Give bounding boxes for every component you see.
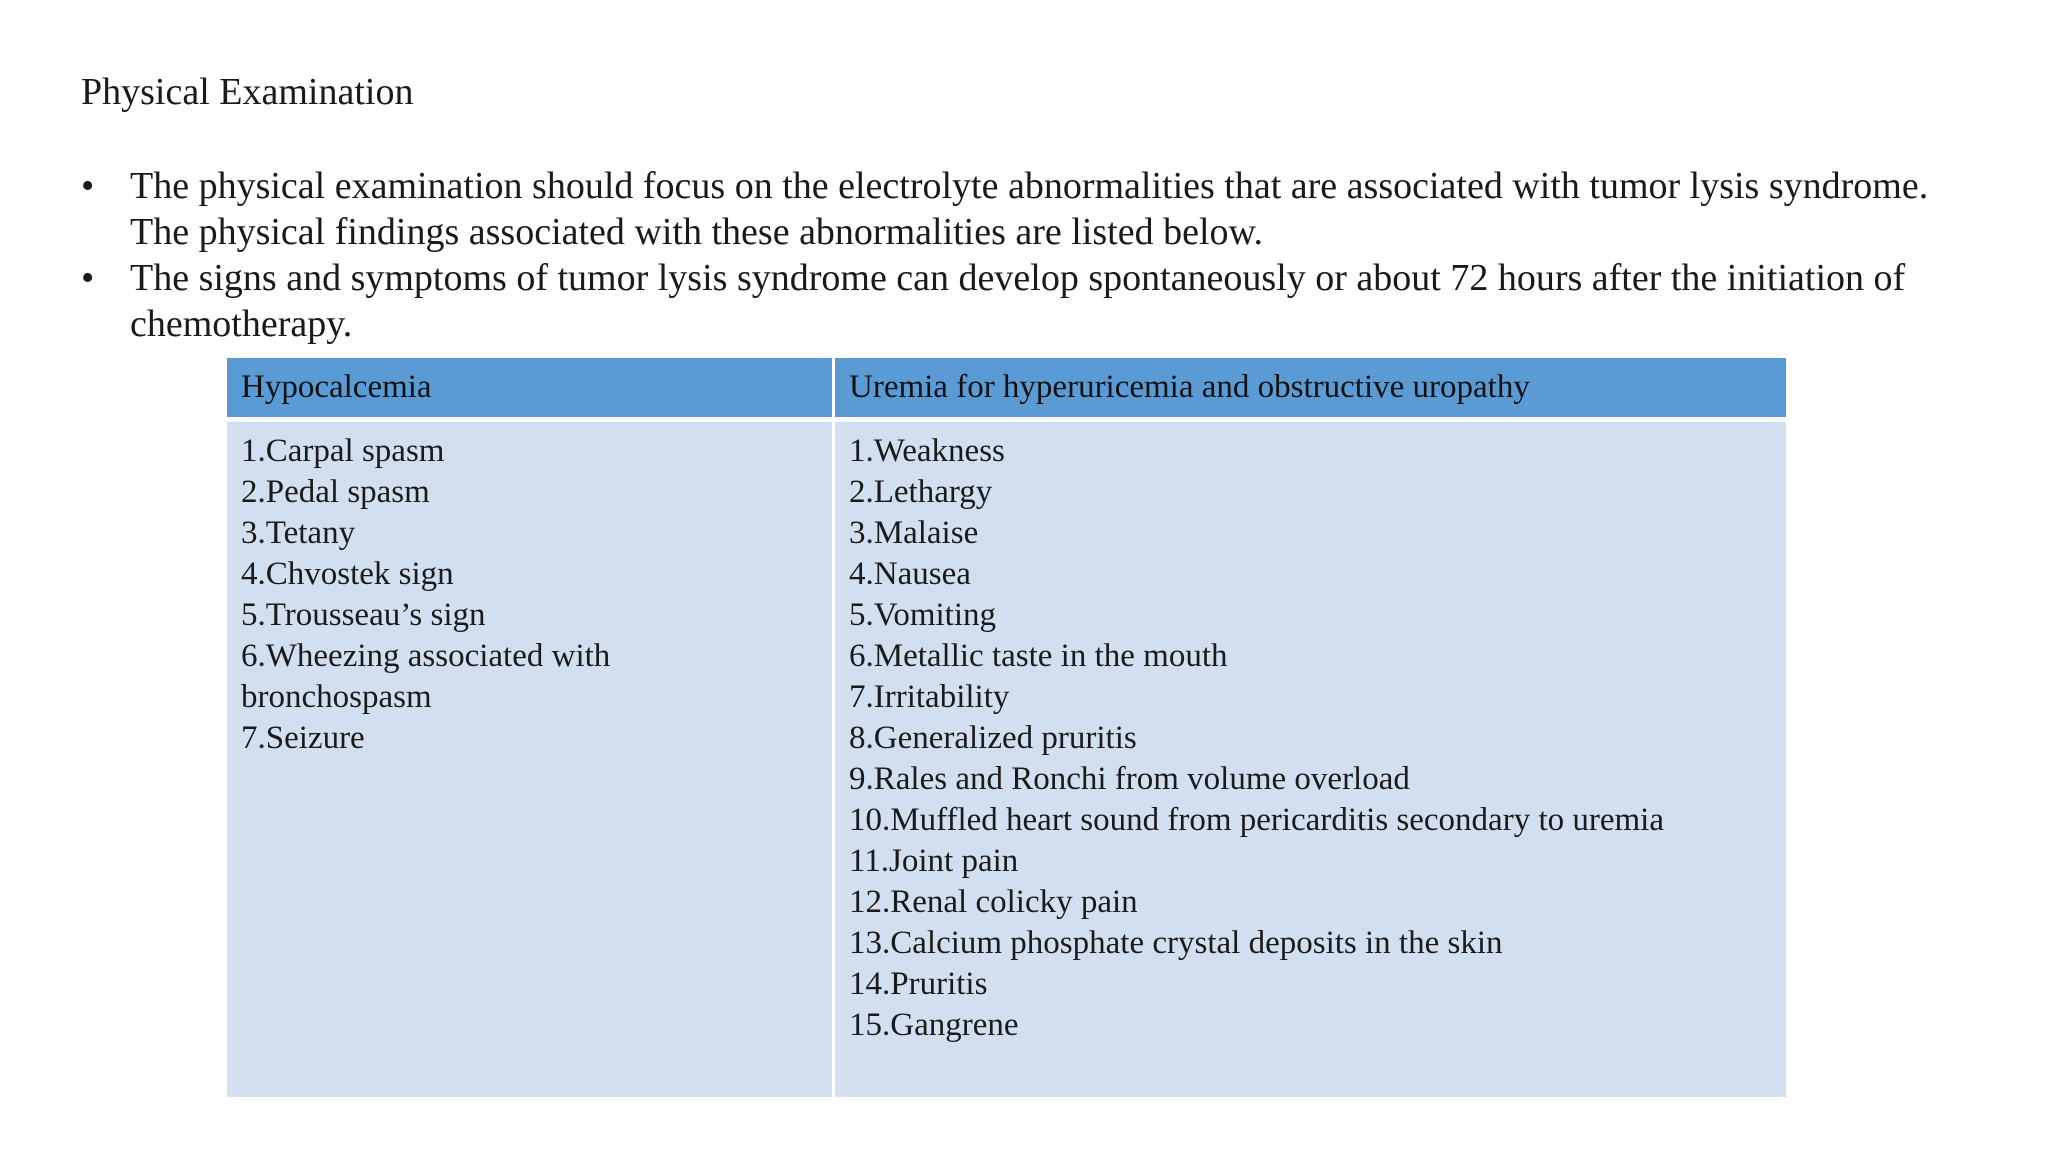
list-item: 13.Calcium phosphate crystal deposits in the skin (849, 925, 1503, 961)
list-item: 1.Weakness (849, 433, 1005, 469)
list-item: 2.Lethargy (849, 474, 993, 510)
list-item: 1.Carpal spasm (241, 433, 445, 469)
list-item: 11.Joint pain (849, 843, 1019, 879)
bullet-icon: • (81, 257, 95, 299)
list-item: 6.Metallic taste in the mouth (849, 638, 1228, 674)
table-header-hypocalcemia: Hypocalcemia (227, 358, 832, 417)
list-item: 6.Wheezing associated with bronchospasm (241, 638, 611, 715)
bullet-item (81, 255, 1961, 347)
slide-title: Physical Examination (81, 71, 414, 113)
uremia-findings-cell (835, 422, 1786, 1097)
list-item: 10.Muffled heart sound from pericarditis secondary to uremia (849, 802, 1664, 838)
bullet-text: The physical examination should focus on the electrolyte abnormalities that are associated with tumor lysis syndrome. The physical findings associated with these abnormalities are listed below. (130, 165, 1929, 253)
bullet-list (81, 163, 1961, 347)
list-item: 3.Tetany (241, 515, 356, 551)
list-item: 9.Rales and Ronchi from volume overload (849, 761, 1410, 797)
table-header-uremia: Uremia for hyperuricemia and obstructive uropathy (835, 358, 1786, 417)
list-item: 4.Chvostek sign (241, 556, 454, 592)
hypocalcemia-findings-cell (227, 422, 832, 1097)
bullet-item (81, 163, 1961, 255)
list-item: 3.Malaise (849, 515, 979, 551)
list-item: 8.Generalized pruritis (849, 720, 1137, 756)
list-item: 5.Trousseau’s sign (241, 597, 486, 633)
list-item: 12.Renal colicky pain (849, 884, 1138, 920)
list-item: 15.Gangrene (849, 1007, 1019, 1043)
list-item: 7.Irritability (849, 679, 1010, 715)
list-item: 7.Seizure (241, 720, 365, 756)
bullet-icon: • (81, 165, 95, 207)
bullet-text: The signs and symptoms of tumor lysis syndrome can develop spontaneously or about 72 hours after the initiation of chemotherapy. (130, 257, 1906, 345)
list-item: 2.Pedal spasm (241, 474, 430, 510)
findings-table (227, 358, 1783, 1092)
list-item: 4.Nausea (849, 556, 971, 592)
list-item: 14.Pruritis (849, 966, 988, 1002)
list-item: 5.Vomiting (849, 597, 997, 633)
